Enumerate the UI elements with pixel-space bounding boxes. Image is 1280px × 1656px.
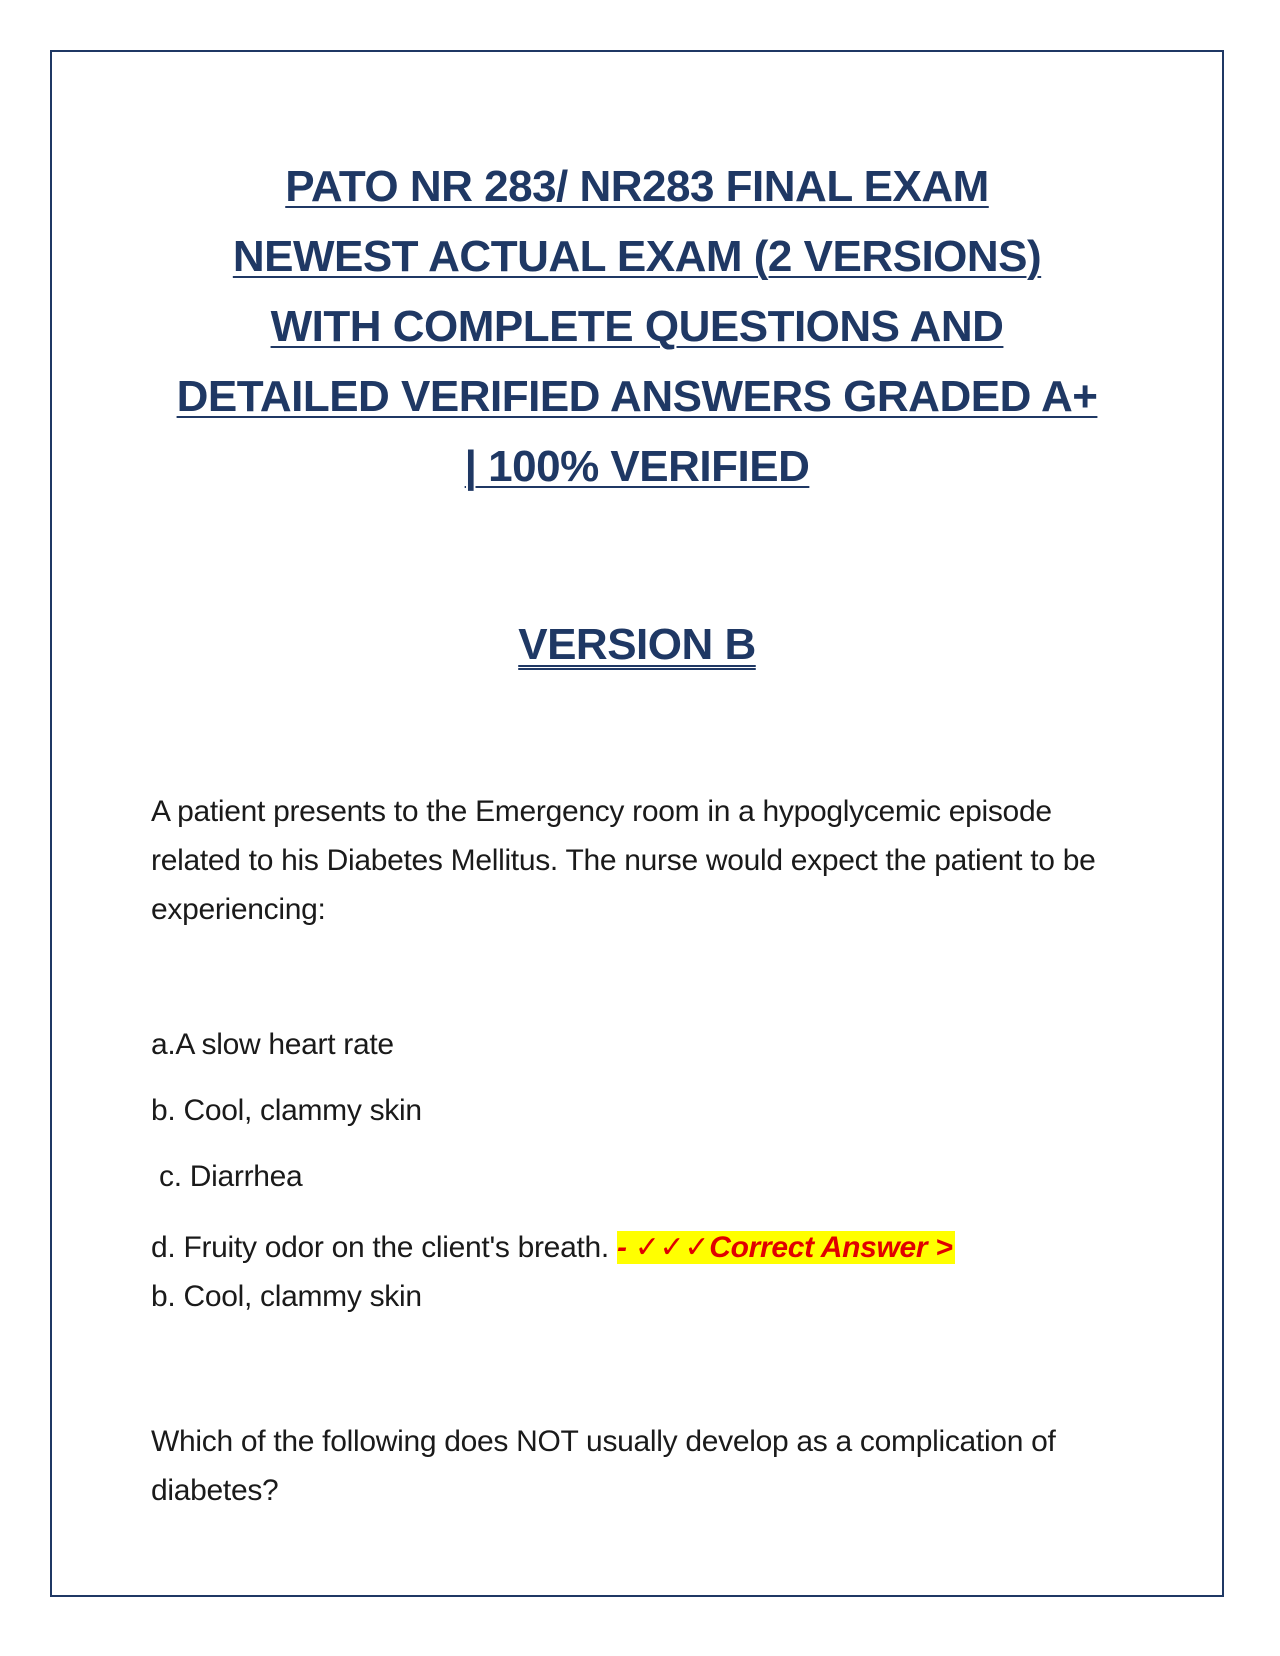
title-line (100, 432, 1174, 502)
title-line-text: NEWEST ACTUAL EXAM (2 VERSIONS) (232, 232, 1042, 281)
title-line-text: WITH COMPLETE QUESTIONS AND (270, 302, 1004, 351)
checkmark-icon: ✓✓✓ (634, 1231, 710, 1264)
title-line-text: PATO NR 283/ NR283 FINAL EXAM (285, 162, 989, 211)
document-title (100, 152, 1174, 502)
title-line (100, 292, 1174, 362)
version-heading-text: VERSION B (518, 620, 756, 669)
title-line (100, 222, 1174, 292)
option-b: b. Cool, clammy skin (151, 1094, 422, 1127)
option-d (151, 1223, 955, 1272)
option-c: c. Diarrhea (159, 1160, 303, 1193)
question-2-text: Which of the following does NOT usually develop as a complication of diabetes? (151, 1425, 1056, 1507)
version-heading (100, 615, 1174, 675)
correct-answer-text: b. Cool, clammy skin (151, 1280, 422, 1313)
question-1-text: A patient presents to the Emergency room in a hypoglycemic episode related to his Diabetes Mellitus. The nurse would expect the patient to be experiencing: (151, 795, 1096, 926)
title-line-text: | 100% VERIFIED (464, 442, 810, 491)
option-a: a.A slow heart rate (151, 1028, 394, 1061)
correct-answer-marker (617, 1231, 955, 1264)
answer-marker-prefix: - (616, 1231, 635, 1264)
title-line (100, 152, 1174, 222)
title-line (100, 362, 1174, 432)
correct-answer-label: Correct Answer > (709, 1231, 953, 1264)
title-line-text: DETAILED VERIFIED ANSWERS GRADED A+ (176, 372, 1098, 421)
option-d-text: d. Fruity odor on the client's breath. (151, 1231, 609, 1264)
